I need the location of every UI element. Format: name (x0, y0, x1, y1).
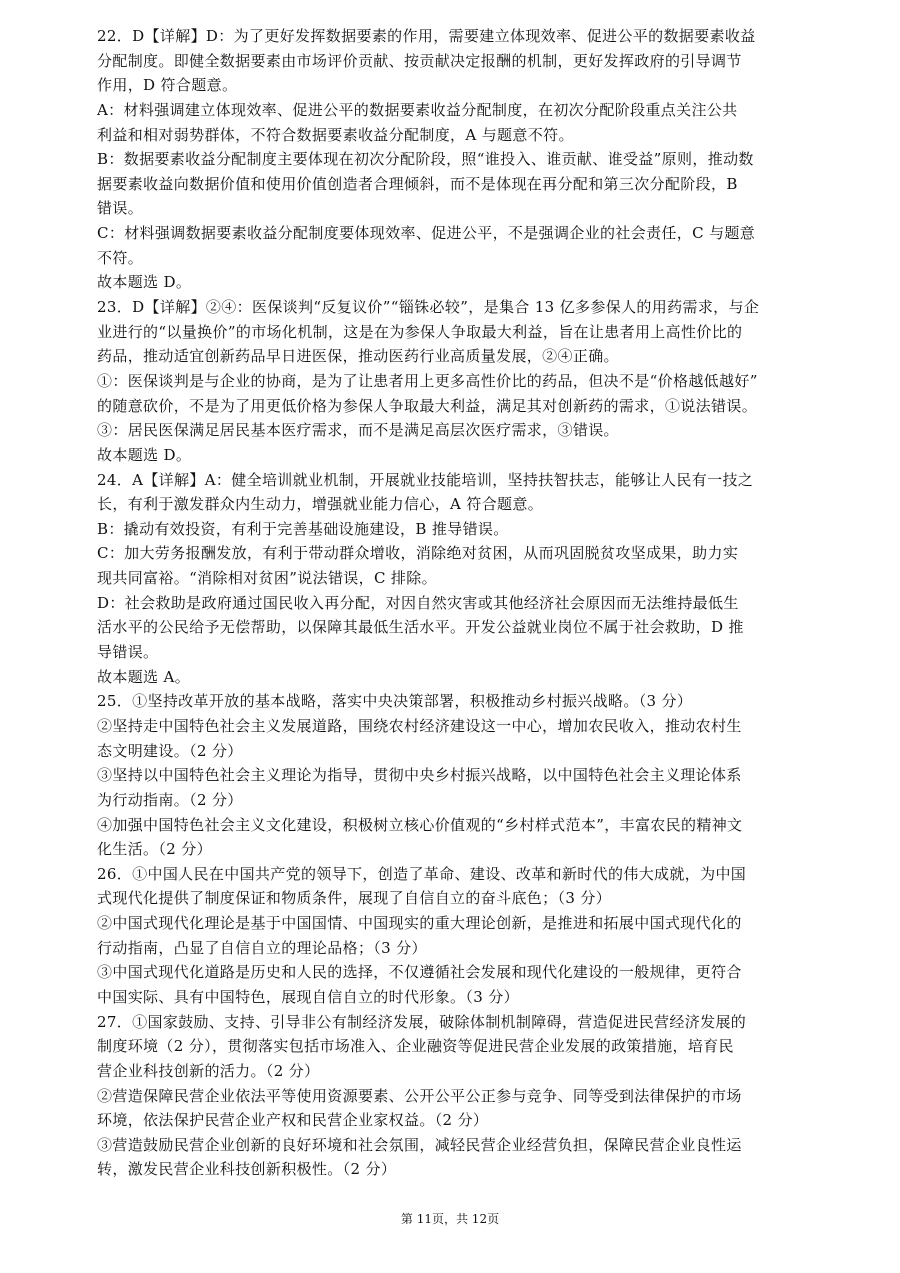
text-line: C：材料强调数据要素收益分配制度要体现效率、促进公平，不是强调企业的社会责任，C 与题意 (97, 224, 756, 243)
text-line: ②坚持走中国特色社会主义发展道路，围绕农村经济建设这一中心，增加农民收入，推动农村生 (97, 716, 742, 735)
text-line: 利益和相对弱势群体，不符合数据要素收益分配制度，A 与题意不符。 (97, 125, 574, 144)
text-line: 分配制度。即健全数据要素由市场评价贡献、按贡献决定报酬的机制，更好发挥政府的引导调节 (97, 51, 742, 70)
text-line: 中国实际、具有中国特色，展现自信自立的时代形象。（3 分） (97, 987, 519, 1006)
text-line: ①：医保谈判是与企业的协商，是为了让患者用上更多高性价比的药品，但决不是“价格越低越好” (97, 371, 758, 390)
page-number: 第 11页，共 12页 (400, 1212, 500, 1226)
text-line: 的随意砍价，不是为了用更低价格为参保人争取最大利益，满足其对创新药的需求，①说法错误。 (97, 396, 758, 415)
text-line: 现共同富裕。“消除相对贫困”说法错误，C 排除。 (97, 569, 437, 588)
text-line: ④加强中国特色社会主义文化建设，积极树立核心价值观的“乡村样式范本”，丰富农民的精神文 (97, 815, 743, 834)
text-line: 据要素收益向数据价值和使用价值创造者合理倾斜，而不是体现在再分配和第三次分配阶段，B (97, 174, 738, 193)
text-line: ③营造鼓励民营企业创新的良好环境和社会氛围，减轻民营企业经营负担，保障民营企业良性运 (97, 1135, 742, 1154)
text-line: B：数据要素收益分配制度主要体现在初次分配阶段，照“谁投入、谁贡献、谁受益”原则，推动数 (97, 150, 754, 169)
text-line: 行动指南，凸显了自信自立的理论品格；（3 分） (97, 938, 427, 957)
text-line: 转，激发民营企业科技创新积极性。（2 分） (97, 1160, 397, 1179)
text-line: 活水平的公民给予无偿帮助，以保障其最低生活水平。开发公益就业岗位不属于社会救助，D 推 (97, 618, 744, 637)
text-line: A：材料强调建立体现效率、促进公平的数据要素收益分配制度，在初次分配阶段重点关注公共 (97, 100, 738, 119)
text-line: C：加大劳务报酬发放，有利于带动群众增收，消除绝对贫困，从而巩固脱贫攻坚成果，助力实 (97, 544, 739, 563)
page-footer (0, 1210, 900, 1227)
text-line: 22．D【详解】D：为了更好发挥数据要素的作用，需要建立体现效率、促进公平的数据要素收益 (97, 27, 756, 45)
text-line: ②中国式现代化理论是基于中国国情、中国现实的重大理论创新，是推进和拓展中国式现代化的 (97, 914, 742, 933)
text-line: 错误。 (97, 199, 144, 218)
text-line: 故本题选 D。 (97, 273, 192, 292)
text-line: ③：居民医保满足居民基本医疗需求，而不是满足高层次医疗需求，③错误。 (97, 421, 619, 440)
text-line: 长，有利于激发群众内生动力，增强就业能力信心，A 符合题意。 (97, 495, 544, 514)
text-line: 营企业科技创新的活力。（2 分） (97, 1061, 320, 1080)
text-line: ③坚持以中国特色社会主义理论为指导，贯彻中央乡村振兴战略，以中国特色社会主义理论体系 (97, 766, 742, 785)
text-line: ②营造保障民营企业依法平等使用资源要素、公开公平公正参与竞争、同等受到法律保护的市场 (97, 1086, 742, 1105)
text-line: 25．①坚持改革开放的基本战略，落实中央决策部署，积极推动乡村振兴战略。（3 分） (97, 692, 693, 711)
text-line: 26．①中国人民在中国共产党的领导下，创造了革命、建设、改革和新时代的伟大成就，为中国 (97, 864, 747, 883)
text-line: 药品，推动适宜创新药品早日进医保，推动医药行业高质量发展，②④正确。 (97, 347, 619, 366)
answer-text-body (97, 24, 809, 1182)
text-line: 环境，依法保护民营企业产权和民营企业家权益。（2 分） (97, 1111, 489, 1130)
text-line: B：撬动有效投资，有利于完善基础设施建设，B 推导错误。 (97, 519, 509, 538)
text-line: 态文明建设。（2 分） (97, 741, 243, 760)
text-line: 24．A【详解】A：健全培训就业机制，开展就业技能培训，坚持扶智扶志，能够让人民有一技之 (97, 470, 754, 489)
text-line: 不符。 (97, 248, 144, 267)
text-line: 导错误。 (97, 643, 159, 662)
text-line: 化生活。（2 分） (97, 840, 212, 859)
text-line: 故本题选 A。 (97, 667, 191, 686)
text-line: 作用，D 符合题意。 (97, 76, 238, 95)
text-line: 27．①国家鼓励、支持、引导非公有制经济发展，破除体制机制障碍，营造促进民营经济发展的 (97, 1012, 747, 1031)
text-line: 业进行的“以量换价”的市场化机制，这是在为参保人争取最大利益，旨在让患者用上高性价比的 (97, 322, 743, 341)
text-line: 23．D【详解】②④：医保谈判“反复议价”“锱铢必较”，是集合 13 亿多参保人的用药需求，与企 (97, 298, 760, 317)
text-line: 式现代化提供了制度保证和物质条件，展现了自信自立的奋斗底色；（3 分） (97, 889, 612, 908)
text-line: D：社会救助是政府通过国民收入再分配，对因自然灾害或其他经济社会原因而无法维持最低生 (97, 593, 739, 612)
text-line: 为行动指南。（2 分） (97, 790, 243, 809)
text-line: 制度环境（2 分），贯彻落实包括市场准入、企业融资等促进民营企业发展的政策措施，培育民 (97, 1037, 734, 1056)
text-line: ③中国式现代化道路是历史和人民的选择，不仅遵循社会发展和现代化建设的一般规律，更符合 (97, 963, 742, 982)
text-line: 故本题选 D。 (97, 445, 192, 464)
